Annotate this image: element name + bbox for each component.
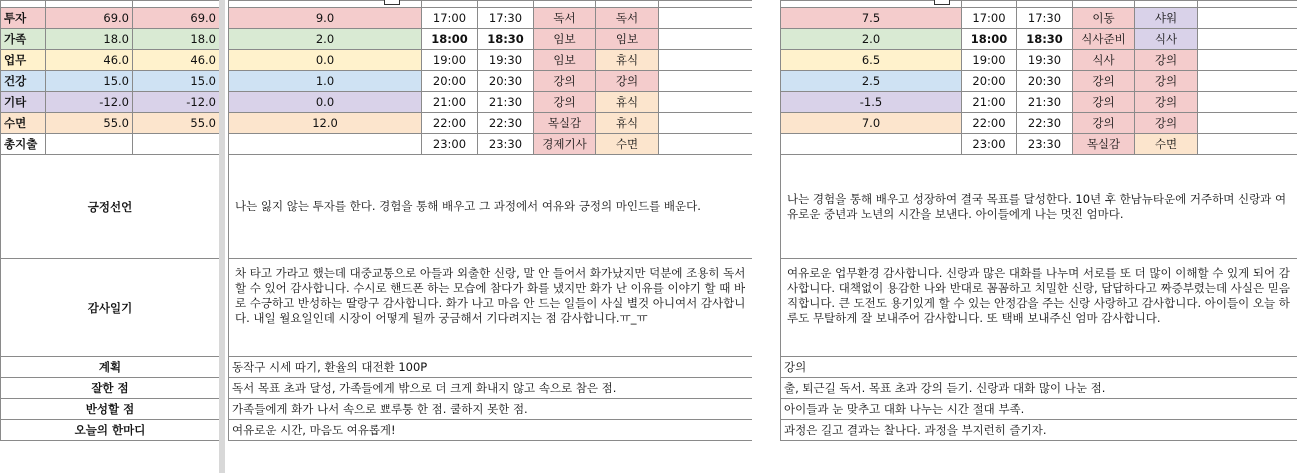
end-time[interactable]: 20:30 xyxy=(478,71,534,92)
start-time[interactable]: 17:00 xyxy=(962,8,1017,29)
planned-activity[interactable]: 임보 xyxy=(534,29,596,50)
day1-table xyxy=(228,0,753,441)
actual-activity[interactable]: 독서 xyxy=(596,8,659,29)
start-time[interactable]: 19:00 xyxy=(422,50,478,71)
day2-word-text[interactable]: 과정은 길고 결과는 찰나다. 과정을 부지런히 즐기자. xyxy=(781,420,1297,441)
day1-affirmation-text[interactable]: 나는 잃지 않는 투자를 한다. 경험을 통해 배우고 그 과정에서 여유와 긍정의 마인드를 배운다. xyxy=(229,155,753,259)
end-time[interactable]: 23:30 xyxy=(478,134,534,155)
empty-cell[interactable] xyxy=(1198,134,1297,155)
category-summary-table xyxy=(0,0,220,441)
end-time[interactable]: 22:30 xyxy=(478,113,534,134)
empty-cell[interactable] xyxy=(659,71,753,92)
day1-schedule-row xyxy=(229,29,753,50)
planned-activity[interactable]: 이동 xyxy=(1073,8,1135,29)
affirmation-row xyxy=(1,155,220,259)
day2-gratitude-row xyxy=(781,259,1297,357)
day1-word-text[interactable]: 여유로운 시간, 마음도 여유롭게! xyxy=(229,420,753,441)
day1-schedule-row xyxy=(229,50,753,71)
category-score[interactable]: 7.0 xyxy=(781,113,962,134)
category-value-1[interactable]: 15.0 xyxy=(46,71,133,92)
end-time[interactable]: 17:30 xyxy=(478,8,534,29)
empty-cell[interactable] xyxy=(659,113,753,134)
planned-activity[interactable]: 식사 xyxy=(1073,50,1135,71)
actual-activity[interactable]: 강의 xyxy=(1135,71,1198,92)
empty-cell[interactable] xyxy=(1198,29,1297,50)
category-score[interactable]: 6.5 xyxy=(781,50,962,71)
header-row-stub xyxy=(781,1,1297,8)
day1-schedule-row xyxy=(229,113,753,134)
actual-activity[interactable]: 수면 xyxy=(1135,134,1198,155)
day2-schedule-row xyxy=(781,71,1297,92)
planned-activity[interactable]: 경제기사 xyxy=(534,134,596,155)
start-time[interactable]: 17:00 xyxy=(422,8,478,29)
good-label: 잘한 점 xyxy=(1,378,220,399)
day2-good-text[interactable]: 출, 퇴근길 독서. 목표 초과 강의 듣기. 신랑과 대화 많이 나눈 점. xyxy=(781,378,1297,399)
category-value-2[interactable]: 55.0 xyxy=(133,113,220,134)
category-score[interactable]: -1.5 xyxy=(781,92,962,113)
category-score[interactable]: 0.0 xyxy=(229,50,422,71)
empty-cell[interactable] xyxy=(659,50,753,71)
category-score[interactable]: 7.5 xyxy=(781,8,962,29)
category-value-2[interactable]: 18.0 xyxy=(133,29,220,50)
start-time[interactable]: 20:00 xyxy=(422,71,478,92)
day2-schedule-row xyxy=(781,29,1297,50)
category-score[interactable]: 9.0 xyxy=(229,8,422,29)
category-score[interactable] xyxy=(781,134,962,155)
empty-cell[interactable] xyxy=(1198,8,1297,29)
day1-reflect-text[interactable]: 가족들에게 화가 나서 속으로 뾰루퉁 한 점. 쿨하지 못한 점. xyxy=(229,399,753,420)
start-time[interactable]: 18:00 xyxy=(422,29,478,50)
gratitude-label: 감사일기 xyxy=(1,259,220,357)
category-score[interactable]: 12.0 xyxy=(229,113,422,134)
day2-affirmation-row xyxy=(781,155,1297,259)
word-row xyxy=(1,420,220,441)
planned-activity[interactable]: 강의 xyxy=(1073,71,1135,92)
actual-activity[interactable]: 휴식 xyxy=(596,113,659,134)
day2-gratitude-text[interactable]: 여유로운 업무환경 감사합니다. 신랑과 많은 대화를 나누며 서로를 또 더 많이 이해할 수 있게 되어 감사합니다. 대책없이 용감한 나와 반대로 꼼꼼하고 치밀한 신랑, 답답하다고 짜증부렸는데 사실은 믿음직합니다. 큰 도전도 용기있게 할 수 있는 안정감을 주는 신랑 사랑하고 감사합니다. 아이들이 오늘 하루도 무탈하게 잘 보내주어 감사합니다. 또 택배 보내주신 엄마 감사합니다. xyxy=(781,259,1297,357)
day2-table xyxy=(780,0,1297,441)
start-time[interactable]: 22:00 xyxy=(962,113,1017,134)
end-time[interactable]: 17:30 xyxy=(1017,8,1073,29)
end-time[interactable]: 19:30 xyxy=(478,50,534,71)
day2-schedule-row xyxy=(781,92,1297,113)
day1-gratitude-text[interactable]: 차 타고 가라고 했는데 대중교통으로 아들과 외출한 신랑, 말 안 들어서 화가났지만 덕분에 조용히 독서할 수 있어 감사합니다. 수시로 핸드폰 하는 모습에 참다가 화를 냈지만 화가 난 이유를 이야기 할 때 바로 수긍하고 반성하는 딸랑구 감사합니다. 화가 나고 마음 안 드는 일들이 사실 별것 아니여서 감사합니다. 내일 월요일인데 시장이 어떻게 될까 궁금해서 기다려지는 점 감사합니다.ㅠ_ㅠ xyxy=(229,259,753,357)
category-value-1[interactable]: 55.0 xyxy=(46,113,133,134)
category-score[interactable]: 2.5 xyxy=(781,71,962,92)
actual-activity[interactable]: 식사 xyxy=(1135,29,1198,50)
category-value-2[interactable]: 46.0 xyxy=(133,50,220,71)
empty-cell[interactable] xyxy=(659,8,753,29)
reflect-row xyxy=(1,399,220,420)
empty-cell[interactable] xyxy=(1198,71,1297,92)
category-value-2[interactable] xyxy=(133,134,220,155)
category-score[interactable]: 2.0 xyxy=(781,29,962,50)
header-row-stub xyxy=(229,1,753,8)
actual-activity[interactable]: 강의 xyxy=(596,71,659,92)
actual-activity[interactable]: 임보 xyxy=(596,29,659,50)
start-time[interactable]: 21:00 xyxy=(422,92,478,113)
empty-cell[interactable] xyxy=(659,29,753,50)
header-row-stub xyxy=(1,1,220,8)
category-value-1[interactable] xyxy=(46,134,133,155)
gratitude-row xyxy=(1,259,220,357)
end-time[interactable]: 22:30 xyxy=(1017,113,1073,134)
reflect-label: 반성할 점 xyxy=(1,399,220,420)
category-score[interactable]: 0.0 xyxy=(229,92,422,113)
column-divider xyxy=(752,0,780,473)
start-time[interactable]: 18:00 xyxy=(962,29,1017,50)
empty-cell[interactable] xyxy=(659,92,753,113)
actual-activity[interactable]: 휴식 xyxy=(596,50,659,71)
category-row xyxy=(1,134,220,155)
planned-activity[interactable]: 목실감 xyxy=(534,113,596,134)
day1-schedule-row xyxy=(229,71,753,92)
planned-activity[interactable]: 식사준비 xyxy=(1073,29,1135,50)
category-label: 건강 xyxy=(1,71,46,92)
category-value-2[interactable]: 69.0 xyxy=(133,8,220,29)
start-time[interactable]: 22:00 xyxy=(422,113,478,134)
category-score[interactable]: 1.0 xyxy=(229,71,422,92)
category-value-2[interactable]: -12.0 xyxy=(133,92,220,113)
day2-schedule-row xyxy=(781,8,1297,29)
category-label: 투자 xyxy=(1,8,46,29)
category-label: 총지출 xyxy=(1,134,46,155)
day1-affirmation-row xyxy=(229,155,753,259)
empty-cell[interactable] xyxy=(1198,50,1297,71)
day1-gratitude-row xyxy=(229,259,753,357)
category-row xyxy=(1,29,220,50)
start-time[interactable]: 23:00 xyxy=(962,134,1017,155)
actual-activity[interactable]: 샤워 xyxy=(1135,8,1198,29)
end-time[interactable]: 23:30 xyxy=(1017,134,1073,155)
day1-plan-text[interactable]: 동작구 시세 따기, 환율의 대전환 100P xyxy=(229,357,753,378)
category-value-2[interactable]: 15.0 xyxy=(133,71,220,92)
empty-cell[interactable] xyxy=(1198,113,1297,134)
good-row xyxy=(1,378,220,399)
category-value-1[interactable]: 69.0 xyxy=(46,8,133,29)
affirmation-label: 긍정선언 xyxy=(1,155,220,259)
actual-activity[interactable]: 수면 xyxy=(596,134,659,155)
day2-schedule-row xyxy=(781,113,1297,134)
empty-cell[interactable] xyxy=(1198,92,1297,113)
day2-reflect-text[interactable]: 아이들과 눈 맞추고 대화 나누는 시간 절대 부족. xyxy=(781,399,1297,420)
planned-activity[interactable]: 강의 xyxy=(1073,92,1135,113)
category-row xyxy=(1,8,220,29)
end-time[interactable]: 21:30 xyxy=(1017,92,1073,113)
day2-affirmation-text[interactable]: 나는 경험을 통해 배우고 성장하여 결국 목표를 달성한다. 10년 후 한남뉴타운에 거주하며 신랑과 여유로운 중년과 노년의 시간을 보낸다. 아이들에게 나는 멋진 엄마다. xyxy=(781,155,1297,259)
actual-activity[interactable]: 강의 xyxy=(1135,50,1198,71)
header-box-mark xyxy=(934,0,950,5)
start-time[interactable]: 19:00 xyxy=(962,50,1017,71)
category-row xyxy=(1,50,220,71)
start-time[interactable]: 20:00 xyxy=(962,71,1017,92)
day1-schedule-row xyxy=(229,8,753,29)
end-time[interactable]: 18:30 xyxy=(478,29,534,50)
actual-activity[interactable]: 강의 xyxy=(1135,92,1198,113)
empty-cell[interactable] xyxy=(659,134,753,155)
category-row xyxy=(1,92,220,113)
plan-row xyxy=(1,357,220,378)
end-time[interactable]: 19:30 xyxy=(1017,50,1073,71)
category-label: 업무 xyxy=(1,50,46,71)
day2-plan-text[interactable]: 강의 xyxy=(781,357,1297,378)
category-value-1[interactable]: -12.0 xyxy=(46,92,133,113)
category-label: 수면 xyxy=(1,113,46,134)
word-label: 오늘의 한마디 xyxy=(1,420,220,441)
planned-activity[interactable]: 강의 xyxy=(534,92,596,113)
day1-schedule-row xyxy=(229,134,753,155)
category-row xyxy=(1,71,220,92)
day1-schedule-row xyxy=(229,92,753,113)
end-time[interactable]: 18:30 xyxy=(1017,29,1073,50)
actual-activity[interactable]: 휴식 xyxy=(596,92,659,113)
category-value-1[interactable]: 18.0 xyxy=(46,29,133,50)
day2-schedule-row xyxy=(781,134,1297,155)
category-label: 기타 xyxy=(1,92,46,113)
category-value-1[interactable]: 46.0 xyxy=(46,50,133,71)
day2-schedule-row xyxy=(781,50,1297,71)
day1-good-text[interactable]: 독서 목표 초과 달성, 가족들에게 밖으로 더 크게 화내지 않고 속으로 참은 점. xyxy=(229,378,753,399)
start-time[interactable]: 21:00 xyxy=(962,92,1017,113)
planned-activity[interactable]: 임보 xyxy=(534,50,596,71)
planned-activity[interactable]: 독서 xyxy=(534,8,596,29)
end-time[interactable]: 20:30 xyxy=(1017,71,1073,92)
category-label: 가족 xyxy=(1,29,46,50)
column-divider xyxy=(219,0,225,473)
start-time[interactable]: 23:00 xyxy=(422,134,478,155)
plan-label: 계획 xyxy=(1,357,220,378)
header-box-mark xyxy=(384,0,400,5)
planned-activity[interactable]: 목실감 xyxy=(1073,134,1135,155)
end-time[interactable]: 21:30 xyxy=(478,92,534,113)
actual-activity[interactable]: 강의 xyxy=(1135,113,1198,134)
category-score[interactable]: 2.0 xyxy=(229,29,422,50)
category-row xyxy=(1,113,220,134)
planned-activity[interactable]: 강의 xyxy=(1073,113,1135,134)
planned-activity[interactable]: 강의 xyxy=(534,71,596,92)
category-score[interactable] xyxy=(229,134,422,155)
